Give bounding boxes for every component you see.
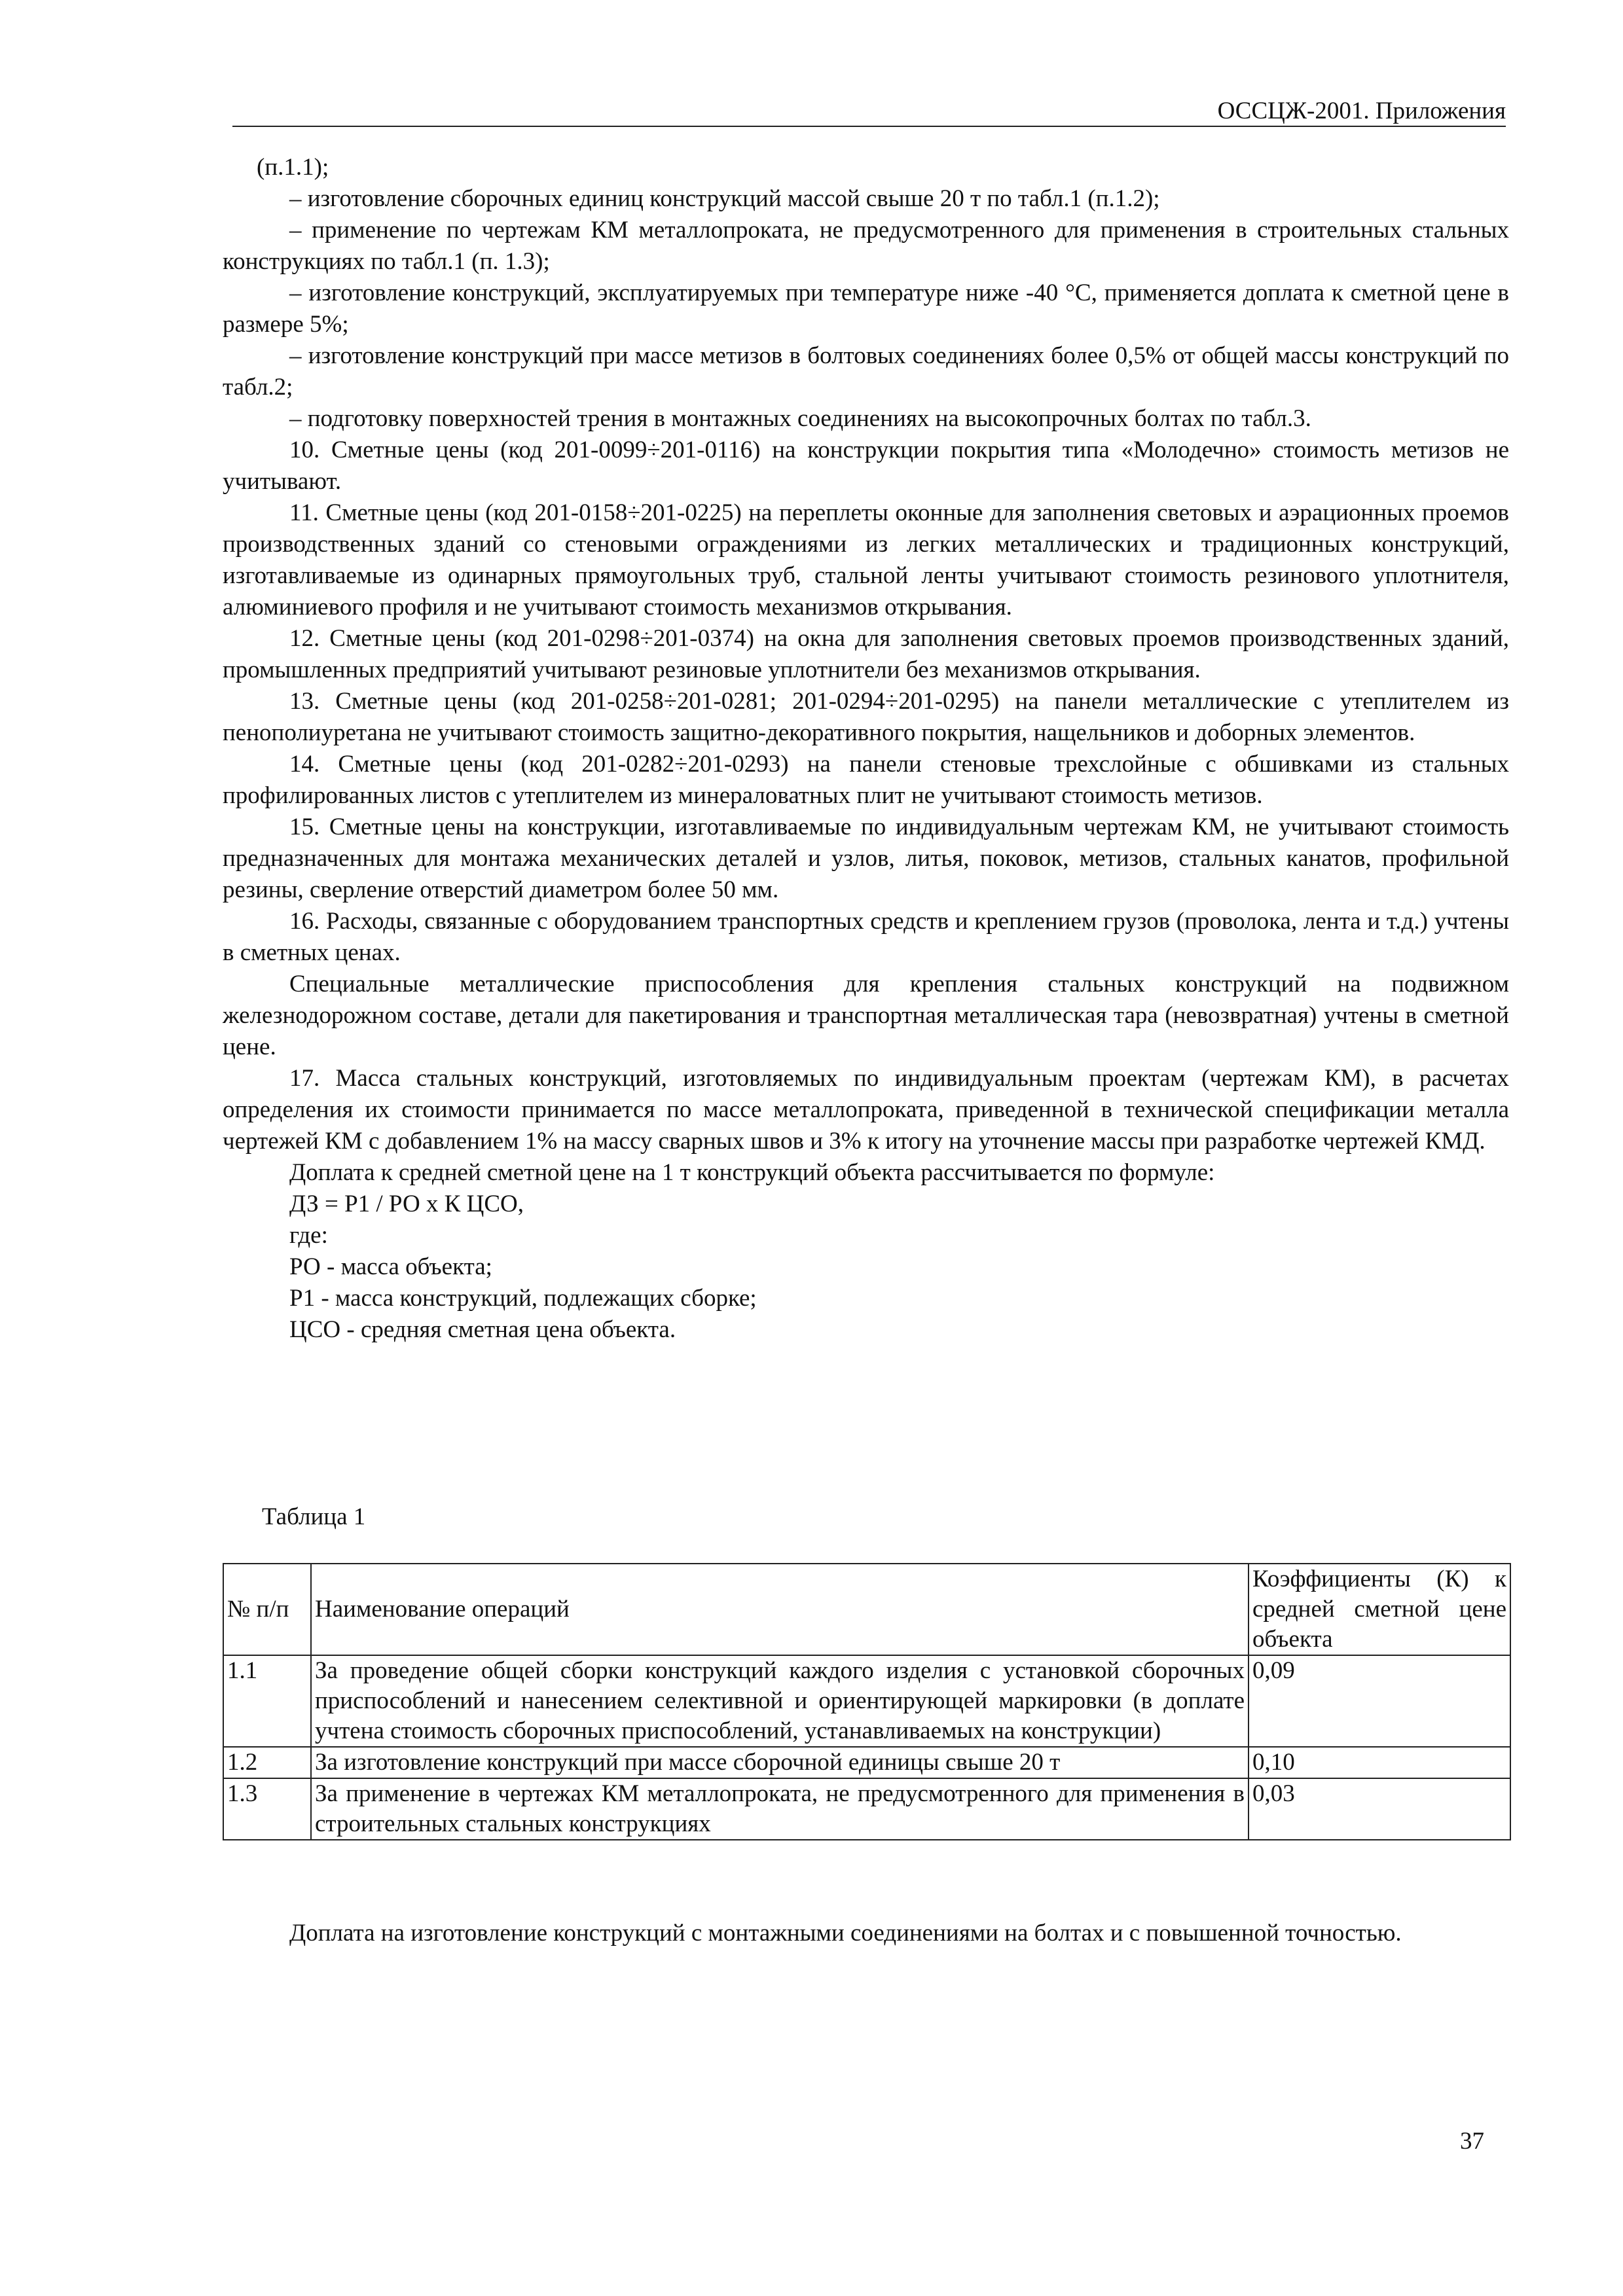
- row-number: 1.1: [223, 1655, 311, 1747]
- header-cell-coefficient: Коэффициенты (К) к средней сметной цене объекта: [1249, 1564, 1510, 1655]
- paragraph: ДЗ = Р1 / РО х К ЦСО,: [289, 1191, 524, 1217]
- table-row: [223, 1778, 1510, 1840]
- row-coefficient: 0,03: [1249, 1778, 1510, 1840]
- row-coefficient: 0,10: [1249, 1747, 1510, 1778]
- operations-table: [223, 1563, 1511, 1840]
- after-table-paragraph: Доплата на изготовление конструкций с монтажными соединениями на болтах и с повышенной точностью.: [289, 1920, 1402, 1946]
- header-cell-operation: Наименование операций: [311, 1564, 1249, 1655]
- paragraph: 11. Сметные цены (код 201-0158÷201-0225) на переплеты оконные для заполнения световых и аэрационных проемов производственных зданий со стеновыми ограждениями из легких металлических и традиционных конструкций, изготавливаемые из одинарных прямоугольных труб, стальной ленты учитывают стоимость резинового уплотнителя, алюминиевого профиля и не учитывают стоимость механизмов открывания.: [223, 499, 1509, 620]
- paragraph: Р1 - масса конструкций, подлежащих сборке;: [289, 1285, 757, 1312]
- header-title: ОССЦЖ-2001. Приложения: [1217, 98, 1506, 124]
- paragraph: Специальные металлические приспособления для крепления стальных конструкций на подвижном железнодорожном составе, детали для пакетирования и транспортная металлическая тара (невозвратная) учтены в сметной цене.: [223, 971, 1509, 1060]
- row-number: 1.2: [223, 1747, 311, 1778]
- paragraph: 10. Сметные цены (код 201-0099÷201-0116) на конструкции покрытия типа «Молодечно» стоимость метизов не учитывают.: [223, 437, 1509, 495]
- paragraph: Доплата к средней сметной цене на 1 т конструкций объекта рассчитывается по формуле:: [289, 1159, 1215, 1186]
- paragraph: – подготовку поверхностей трения в монтажных соединениях на высокопрочных болтах по табл.3.: [289, 405, 1311, 432]
- paragraph: – изготовление сборочных единиц конструкций массой свыше 20 т по табл.1 (п.1.2);: [289, 185, 1160, 212]
- page-header: [232, 92, 1506, 127]
- row-coefficient: 0,09: [1249, 1655, 1510, 1747]
- paragraph: – изготовление конструкций при массе метизов в болтовых соединениях более 0,5% от общей массы конструкций по табл.2;: [223, 342, 1509, 401]
- table-header-row: [223, 1564, 1510, 1655]
- row-number: 1.3: [223, 1778, 311, 1840]
- paragraph: – изготовление конструкций, эксплуатируемых при температуре ниже -40 °С, применяется доплата к сметной цене в размере 5%;: [223, 279, 1509, 338]
- page-number: 37: [1460, 2128, 1484, 2155]
- row-operation: За изготовление конструкций при массе сборочной единицы свыше 20 т: [311, 1747, 1249, 1778]
- paragraph: 13. Сметные цены (код 201-0258÷201-0281; 201-0294÷201-0295) на панели металлические с утеплителем из пенополиуретана не учитывают стоимость защитно-декоративного покрытия, нащельников и доборных элементов.: [223, 688, 1509, 746]
- paragraph: 12. Сметные цены (код 201-0298÷201-0374) на окна для заполнения световых проемов производственных зданий, промышленных предприятий учитывают резиновые уплотнители без механизмов открывания.: [223, 625, 1509, 683]
- table-row: [223, 1655, 1510, 1747]
- table-caption: Таблица 1: [262, 1503, 366, 1530]
- paragraph: РО - масса объекта;: [289, 1253, 492, 1280]
- paragraph: 16. Расходы, связанные с оборудованием транспортных средств и креплением грузов (проволока, лента и т.д.) учтены в сметных ценах.: [223, 908, 1509, 966]
- table-row: [223, 1747, 1510, 1778]
- paragraph: 15. Сметные цены на конструкции, изготавливаемые по индивидуальным чертежам КМ, не учитывают стоимость предназначенных для монтажа механических деталей и узлов, литья, поковок, метизов, стальных канатов, профильной резины, сверление отверстий диаметром более 50 мм.: [223, 814, 1509, 903]
- paragraph: ЦСО - средняя сметная цена объекта.: [289, 1316, 676, 1343]
- paragraph: (п.1.1);: [257, 154, 329, 181]
- row-operation: За проведение общей сборки конструкций каждого изделия с установкой сборочных приспособлений и нанесением селективной и ориентирующей маркировки (в доплате учтена стоимость сборочных приспособлений, устанавливаемых на конструкции): [311, 1655, 1249, 1747]
- body-text: [223, 152, 1509, 1346]
- paragraph: 17. Масса стальных конструкций, изготовляемых по индивидуальным проектам (чертежам КМ), в расчетах определения их стоимости принимается по массе металлопроката, приведенной в технической спецификации металла чертежей КМ с добавлением 1% на массу сварных швов и 3% к итогу на уточнение массы при разработке чертежей КМД.: [223, 1065, 1509, 1155]
- row-operation: За применение в чертежах КМ металлопроката, не предусмотренного для применения в строительных стальных конструкциях: [311, 1778, 1249, 1840]
- paragraph: – применение по чертежам КМ металлопроката, не предусмотренного для применения в строительных стальных конструкциях по табл.1 (п. 1.3);: [223, 217, 1509, 275]
- header-cell-number: № п/п: [223, 1564, 311, 1655]
- paragraph: где:: [289, 1222, 328, 1249]
- paragraph: 14. Сметные цены (код 201-0282÷201-0293) на панели стеновые трехслойные с обшивками из стальных профилированных листов с утеплителем из минераловатных плит не учитывают стоимость метизов.: [223, 751, 1509, 809]
